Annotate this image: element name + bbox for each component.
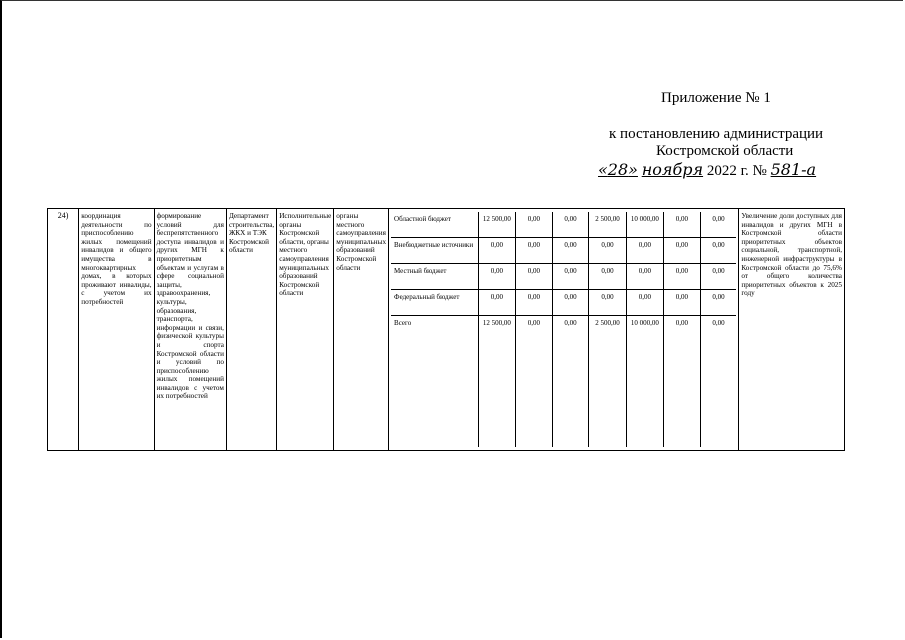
funding-row <box>391 212 736 238</box>
funding-value: 0,00 <box>552 316 589 448</box>
funding-value: 0,00 <box>589 290 626 316</box>
funding-value: 0,00 <box>626 264 663 290</box>
funding-value: 0,00 <box>664 238 701 264</box>
funding-value: 12 500,00 <box>478 316 515 448</box>
funding-value: 0,00 <box>516 212 553 238</box>
funding-source: Областной бюджет <box>391 212 478 238</box>
funding-value: 0,00 <box>478 264 515 290</box>
decree-line-2: Костромской области <box>656 143 794 159</box>
funding-value: 0,00 <box>478 290 515 316</box>
funding-source: Всего <box>391 316 478 448</box>
date-day: 28 <box>607 160 629 179</box>
date-close-quote: » <box>628 160 638 179</box>
funding-value: 0,00 <box>664 290 701 316</box>
funding-value: 0,00 <box>664 212 701 238</box>
participants-cell: органы местного самоуправления муниципальных образований Костромской области <box>334 209 389 451</box>
funding-source: Федеральный бюджет <box>391 290 478 316</box>
funding-value: 0,00 <box>626 290 663 316</box>
funding-value: 0,00 <box>712 319 725 327</box>
funding-value: 2 500,00 <box>589 316 626 448</box>
funding-value: 0,00 <box>664 316 701 448</box>
funding-cell <box>389 209 739 451</box>
decree-line-1: к постановлению администрации <box>609 126 824 142</box>
funding-row <box>391 264 736 290</box>
funding-value: 0,00 <box>589 238 626 264</box>
funding-value: 0,00 <box>552 264 589 290</box>
funding-value: 0,00 <box>700 238 736 264</box>
funding-value: 0,00 <box>478 238 515 264</box>
funding-value: 0,00 <box>516 238 553 264</box>
goal-cell: формирование условий для беспрепятственного доступа инвалидов и других МГН к приоритетным объектам и услугам в сфере социальной защиты, здравоохранения, культуры, образования, транспорта, информации и связи, физической культуры и спорта Костромской области и условий по приспособлению жилых помещений инвалидов с учетом их потребностей <box>154 209 226 451</box>
funding-source: Внебюджетные источники <box>391 238 478 264</box>
funding-value: 0,00 <box>700 212 736 238</box>
funding-value: 10 000,00 <box>626 316 663 448</box>
funding-value: 0,00 <box>516 290 553 316</box>
funding-row <box>391 238 736 264</box>
funding-value: 0,00 <box>626 238 663 264</box>
decree-number: 581-а <box>770 160 817 179</box>
date-open-quote: « <box>598 160 608 179</box>
date-year: 2022 г. № <box>706 163 767 179</box>
result-cell: Увеличение доли доступных для инвалидов и других МГН в Костромской области приоритетных объектов социальной, транспортной, инженерной инфраструктуры в Костромской области до 75,6% от общего количества приоритетных объектов к 2025 году <box>739 209 845 451</box>
funding-row-total <box>391 316 736 448</box>
funding-value: 0,00 <box>552 212 589 238</box>
measure-cell: координация деятельности по приспособлению жилых помещений инвалидов и общего имущества в многоквартирных домах, в которых проживают инвалиды, с учетом их потребностей <box>79 209 154 451</box>
funding-value: 0,00 <box>664 264 701 290</box>
funding-value: 12 500,00 <box>478 212 515 238</box>
funding-row <box>391 290 736 316</box>
table-row <box>48 209 845 451</box>
row-number: 24) <box>48 209 79 451</box>
appendix-title: Приложение № 1 <box>661 90 771 106</box>
funding-value: 0,00 <box>700 264 736 290</box>
funding-value: 0,00 <box>516 316 553 448</box>
program-table <box>47 208 845 451</box>
decree-date-line <box>598 160 816 180</box>
funding-value: 2 500,00 <box>589 212 626 238</box>
executors-cell: Исполнительные органы Костромской области, органы местного самоуправления муниципальных образований Костромской области <box>277 209 334 451</box>
funding-value: 0,00 <box>552 290 589 316</box>
coordinator-cell: Департамент строительства, ЖКХ и ТЭК Костромской области <box>226 209 276 451</box>
funding-table <box>391 212 736 447</box>
funding-source: Местный бюджет <box>391 264 478 290</box>
funding-value: 0,00 <box>700 290 736 316</box>
funding-value: 0,00 <box>589 264 626 290</box>
date-month: ноября <box>641 160 704 179</box>
funding-value: 0,00 <box>552 238 589 264</box>
funding-value: 0,00 <box>516 264 553 290</box>
funding-value: 10 000,00 <box>626 212 663 238</box>
